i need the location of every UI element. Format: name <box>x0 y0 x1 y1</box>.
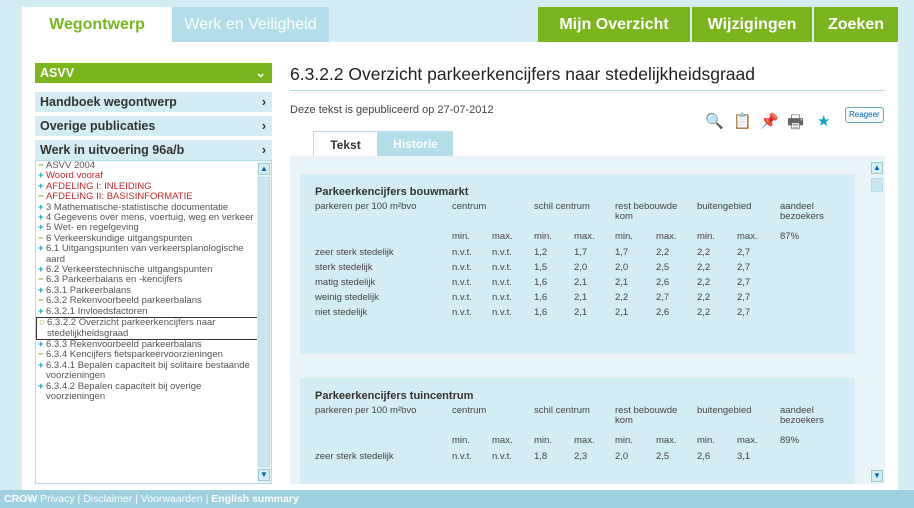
tree-item-label: ASVV 2004 <box>46 160 96 171</box>
nav-asvv-label: ASVV <box>40 66 75 80</box>
table-cell: 2,2 <box>656 247 670 258</box>
scroll-up-button[interactable]: ▲ <box>871 162 883 174</box>
tree-item-label: 6.3.2 Rekenvoorbeeld parkeerbalans <box>46 295 202 307</box>
table-cell: 2,1 <box>574 277 588 288</box>
expand-icon: + <box>38 380 44 392</box>
table-cell: 1,8 <box>534 451 548 462</box>
tree-item-label: AFDELING II: BASISINFORMATIE <box>46 191 193 203</box>
table-cell: n.v.t. <box>492 451 512 462</box>
expand-icon: + <box>38 201 44 213</box>
scroll-thumb[interactable] <box>258 177 270 467</box>
column-header: rest bebouwde <box>615 201 678 212</box>
footer-disclaimer-link[interactable]: Disclaimer <box>83 493 133 505</box>
tree-item-label: 6.3.2.1 Invloedsfactoren <box>46 305 148 317</box>
column-header: centrum <box>452 405 487 416</box>
aandeel-value: 89% <box>780 435 800 446</box>
column-subheader: max. <box>492 231 513 242</box>
table-cell: 2,3 <box>574 451 588 462</box>
column-header: rest bebouwde <box>615 405 678 416</box>
column-subheader: max. <box>737 231 758 242</box>
share-icon[interactable]: 📌 <box>760 113 779 130</box>
table-cell: n.v.t. <box>492 292 512 303</box>
column-header: centrum <box>452 201 487 212</box>
tree-item-label: 6.3.3 Rekenvoorbeeld parkeerbalans <box>46 338 202 350</box>
table-cell: n.v.t. <box>452 247 472 258</box>
scroll-thumb[interactable] <box>871 178 883 192</box>
footer-voorwaarden-link[interactable]: Voorwaarden <box>140 493 203 505</box>
expand-icon: + <box>38 264 44 276</box>
chevron-right-icon: › <box>261 95 266 109</box>
aandeel-value: 87% <box>780 231 800 242</box>
expand-icon: + <box>38 222 44 234</box>
table-cell: 2,2 <box>697 247 711 258</box>
column-header: aandeel <box>780 201 814 212</box>
table-cell: 2,2 <box>697 307 711 318</box>
table-cell: n.v.t. <box>452 451 472 462</box>
table-cell: 2,7 <box>656 292 670 303</box>
table-cell: n.v.t. <box>492 307 512 318</box>
table-cell: 2,2 <box>697 292 711 303</box>
table-cell: 2,5 <box>656 451 670 462</box>
tab-wegontwerp[interactable]: Wegontwerp <box>22 7 172 42</box>
expand-icon: + <box>38 359 44 371</box>
footer-separator: | <box>205 493 209 505</box>
tree-item-label: 6 Verkeerskundige uitgangspunten <box>46 232 193 244</box>
table-cell: n.v.t. <box>492 277 512 288</box>
collapse-icon: − <box>38 232 44 244</box>
table-cell: n.v.t. <box>452 277 472 288</box>
column-subheader: min. <box>697 435 715 446</box>
tree-item[interactable] <box>36 307 258 317</box>
row-label: matig stedelijk <box>315 277 376 288</box>
tree-navigation <box>35 160 272 484</box>
footer-privacy-link[interactable]: Privacy <box>40 493 75 505</box>
table-title: Parkeerkencijfers tuincentrum <box>315 390 474 402</box>
column-subheader: max. <box>492 435 513 446</box>
row-label: zeer sterk stedelijk <box>315 247 394 258</box>
table-cell: n.v.t. <box>452 292 472 303</box>
tree-item-label: 6.3 Parkeerbalans en -kencijfers <box>46 274 183 286</box>
title-divider <box>290 90 885 91</box>
expand-icon: + <box>38 243 44 255</box>
footer <box>0 490 914 508</box>
column-header: bezoekers <box>780 211 824 222</box>
row-label: zeer sterk stedelijk <box>315 451 394 462</box>
scroll-up-button[interactable]: ▲ <box>258 163 270 175</box>
tree-item-label: 6.3.4.1 Bepalen capaciteit bij solitaire bestaande voorzieningen <box>46 359 250 382</box>
favorite-icon[interactable]: ★ <box>817 113 831 130</box>
table-cell: 1,6 <box>534 277 548 288</box>
table-cell: 2,5 <box>656 262 670 273</box>
column-subheader: max. <box>574 231 595 242</box>
column-header: kom <box>615 211 633 222</box>
table-cell: 2,7 <box>737 307 751 318</box>
table-cell: 2,2 <box>615 292 629 303</box>
expand-icon: + <box>38 284 44 296</box>
table-cell: 2,7 <box>737 277 751 288</box>
scroll-down-button[interactable]: ▼ <box>871 470 883 482</box>
footer-english-summary-link[interactable]: English summary <box>211 493 299 505</box>
page-title: 6.3.2.2 Overzicht parkeerkencijfers naar stedelijkheidsgraad <box>290 64 755 84</box>
column-header: buitengebied <box>697 405 752 416</box>
tab-mijn-overzicht[interactable]: Mijn Overzicht <box>538 7 690 42</box>
tab-zoeken[interactable]: Zoeken <box>814 7 898 42</box>
tree-item[interactable] <box>36 317 258 340</box>
tree-item[interactable] <box>36 244 258 265</box>
tab-tekst[interactable]: Tekst <box>313 131 378 157</box>
tree-list <box>36 161 258 402</box>
column-header: schil centrum <box>534 201 590 212</box>
expand-icon: + <box>38 170 44 182</box>
tree-item[interactable] <box>36 382 258 403</box>
nav-handboek-wegontwerp[interactable] <box>35 92 272 112</box>
tree-item-label: 5 Wet- en regelgeving <box>46 222 139 234</box>
table-cell: 2,6 <box>697 451 711 462</box>
table-cell: 2,0 <box>615 451 629 462</box>
collapse-icon: − <box>38 295 44 307</box>
column-header: buitengebied <box>697 201 752 212</box>
table-cell: 2,0 <box>615 262 629 273</box>
column-subheader: min. <box>452 231 470 242</box>
table-cell: n.v.t. <box>492 262 512 273</box>
table-cell: 2,6 <box>656 277 670 288</box>
table-cell: 2,1 <box>615 277 629 288</box>
column-subheader: min. <box>534 231 552 242</box>
table-cell: 1,2 <box>534 247 548 258</box>
row-label: weinig stedelijk <box>315 292 379 303</box>
table-cell: 2,2 <box>697 262 711 273</box>
expand-icon: + <box>38 212 44 224</box>
collapse-icon: − <box>38 191 44 203</box>
row-label: niet stedelijk <box>315 307 368 318</box>
tab-historie[interactable]: Historie <box>378 131 453 157</box>
reageer-button[interactable]: Reageer <box>845 107 884 123</box>
nav-werk-in-uitvoering[interactable] <box>35 140 272 160</box>
footer-crow: CROW <box>4 493 38 505</box>
collapse-icon: − <box>38 349 44 361</box>
published-date: Deze tekst is gepubliceerd op 27-07-2012 <box>290 104 494 116</box>
tree-item[interactable] <box>36 361 258 382</box>
table-cell: 2,7 <box>737 247 751 258</box>
expand-icon: + <box>38 180 44 192</box>
table-cell: 1,5 <box>534 262 548 273</box>
tree-item-label: 6.3.4.2 Bepalen capaciteit bij overige voorzieningen <box>46 380 202 402</box>
table-cell: 2,1 <box>574 292 588 303</box>
table-cell: 1,6 <box>534 307 548 318</box>
clipboard-icon[interactable]: 📋 <box>733 113 752 130</box>
tree-item-label: 6.2 Verkeerstechnische uitgangspunten <box>46 264 213 276</box>
table-cell: 2,0 <box>574 262 588 273</box>
table-bouwmarkt <box>300 174 855 354</box>
preview-icon[interactable]: 🔍 <box>705 113 724 130</box>
column-header: parkeren per 100 m²bvo <box>315 201 417 212</box>
table-cell: n.v.t. <box>492 247 512 258</box>
column-subheader: min. <box>615 435 633 446</box>
table-cell: n.v.t. <box>452 262 472 273</box>
table-cell: 2,7 <box>737 292 751 303</box>
nav-asvv[interactable] <box>35 63 272 83</box>
column-subheader: min. <box>452 435 470 446</box>
row-label: sterk stedelijk <box>315 262 373 273</box>
content-scrollbar[interactable] <box>870 160 884 484</box>
tree-item-label: 4 Gegevens over mens, voertuig, weg en verkeer <box>46 212 254 224</box>
scroll-down-button[interactable]: ▼ <box>258 469 270 481</box>
nav-werk96-label: Werk in uitvoering 96a/b <box>40 143 185 157</box>
tree-item-label: AFDELING I: INLEIDING <box>46 180 152 192</box>
table-cell: 2,6 <box>656 307 670 318</box>
column-subheader: max. <box>656 231 677 242</box>
collapse-icon: − <box>38 160 44 171</box>
table-cell: 2,2 <box>697 277 711 288</box>
column-subheader: min. <box>615 231 633 242</box>
tree-item-label: 6.3.1 Parkeerbalans <box>46 284 132 296</box>
tab-werk-en-veiligheid[interactable]: Werk en Veiligheid <box>172 7 329 42</box>
table-cell: 2,1 <box>574 307 588 318</box>
column-header: parkeren per 100 m²bvo <box>315 405 417 416</box>
column-subheader: max. <box>656 435 677 446</box>
tree-item-label: Woord vooraf <box>46 170 103 182</box>
nav-overige-label: Overige publicaties <box>40 119 156 133</box>
column-subheader: max. <box>574 435 595 446</box>
tree-item-label: 3 Mathematische-statistische documentatie <box>46 201 229 213</box>
top-navigation <box>0 0 914 46</box>
print-icon[interactable]: 🖶 <box>787 112 804 132</box>
table-title: Parkeerkencijfers bouwmarkt <box>315 186 469 198</box>
table-cell: 3,1 <box>737 451 751 462</box>
table-tuincentrum <box>300 378 855 484</box>
expand-icon: + <box>38 338 44 350</box>
table-cell: 1,7 <box>574 247 588 258</box>
current-item-icon: ○ <box>39 317 45 329</box>
column-subheader: max. <box>737 435 758 446</box>
column-subheader: min. <box>534 435 552 446</box>
table-cell: 1,7 <box>615 247 629 258</box>
table-cell: 2,7 <box>737 262 751 273</box>
table-cell: n.v.t. <box>452 307 472 318</box>
nav-handboek-label: Handboek wegontwerp <box>40 95 177 109</box>
tree-item-label: 6.1 Uitgangspunten van verkeersplanologische aard <box>46 243 244 265</box>
tab-wijzigingen[interactable]: Wijzigingen <box>692 7 812 42</box>
column-header: aandeel <box>780 405 814 416</box>
table-cell: 2,1 <box>615 307 629 318</box>
expand-icon: + <box>38 305 44 317</box>
column-header: bezoekers <box>780 415 824 426</box>
column-subheader: min. <box>697 231 715 242</box>
column-header: schil centrum <box>534 405 590 416</box>
chevron-right-icon: › <box>261 119 266 133</box>
collapse-icon: − <box>38 274 44 286</box>
tree-scrollbar[interactable] <box>257 161 271 483</box>
tree-item-label: 6.3.2.2 Overzicht parkeerkencijfers naar stedelijkheidsgraad <box>47 317 216 339</box>
chevron-right-icon: › <box>261 143 266 157</box>
chevron-down-icon: ⌄ <box>255 66 266 80</box>
footer-separator: | <box>135 493 138 505</box>
tree-item-label: 6.3.4 Kencijfers fietsparkeervoorzieningen <box>46 349 223 361</box>
table-cell: 1,6 <box>534 292 548 303</box>
nav-overige-publicaties[interactable] <box>35 116 272 136</box>
footer-separator: | <box>77 493 81 505</box>
content-area <box>290 156 885 484</box>
column-header: kom <box>615 415 633 426</box>
